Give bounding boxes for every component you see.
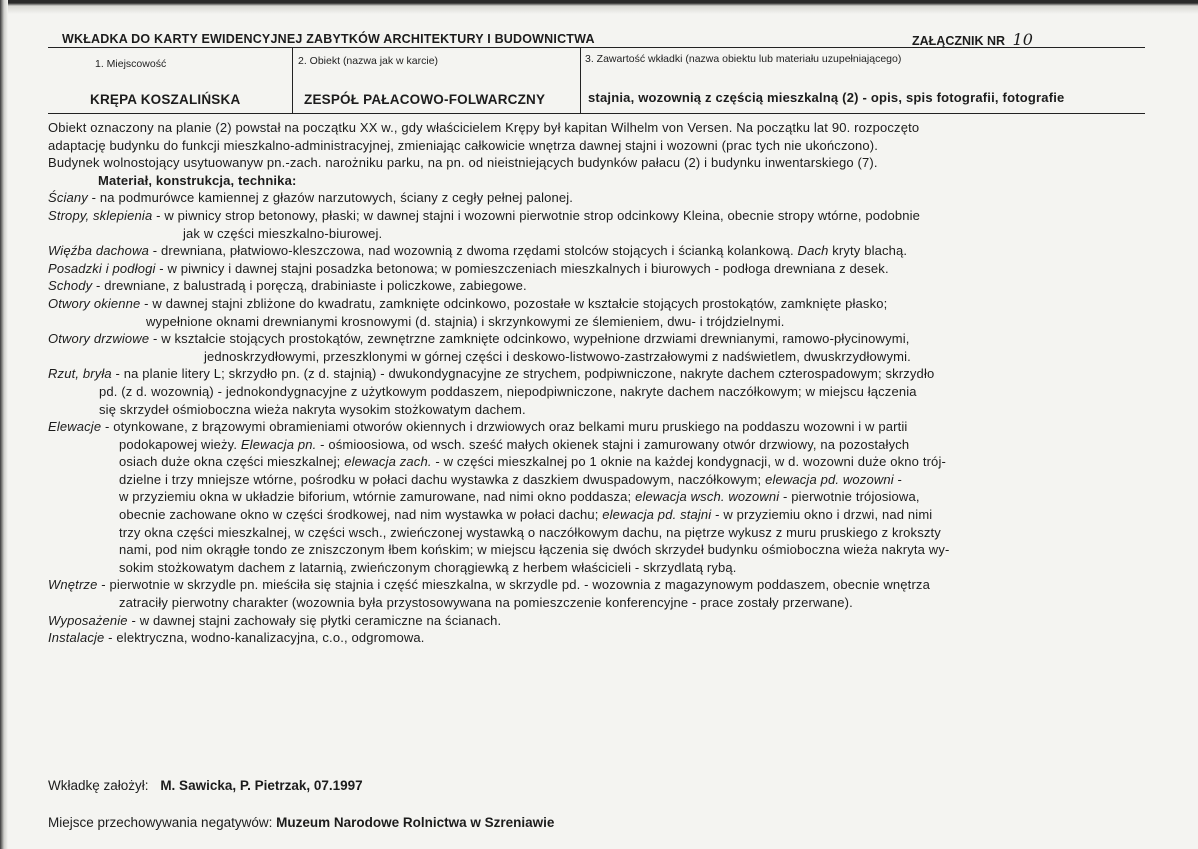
item-roof-truss: Więźba dachowa - drewniana, płatwiowo-kleszczowa, nad wozownią z dwoma rzędami stolców stojących i ścianką kolankową. Dach kryty blachą.	[48, 243, 908, 259]
object-label: 2. Obiekt (nazwa jak w karcie)	[298, 55, 439, 67]
term-windows: Otwory okienne	[48, 295, 141, 311]
document-title: WKŁADKA DO KARTY EWIDENCYJNEJ ZABYTKÓW ARCHITEKTURY I BUDOWNICTWA	[62, 32, 595, 46]
section-heading: Materiał, konstrukcja, technika:	[98, 172, 297, 188]
term-roof-truss: Więźba dachowa	[48, 243, 149, 259]
storage-line	[48, 815, 554, 830]
item-plan-cont: się skrzydeł ośmioboczna wieża nakryta wysokim stożkowatym dachem.	[99, 401, 526, 417]
locality-value: KRĘPA KOSZALIŃSKA	[90, 92, 241, 107]
item-windows: Otwory okienne - w dawnej stajni zbliżone do kwadratu, zamknięte odcinkowo, pozostałe w kształcie stojących prostokątów, zamknięte płasko;	[48, 295, 888, 311]
description-body	[48, 119, 1148, 647]
object-value: ZESPÓŁ PAŁACOWO-FOLWARCZNY	[304, 92, 546, 107]
term-walls: Ściany	[48, 190, 88, 206]
term-plan: Rzut, bryła	[48, 366, 112, 382]
item-elevations-cont: osiach duże okna części mieszkalnej; elewacja zach. - w części mieszkalnej po 1 oknie na każdej kondygnacji, w d. wozowni duże okno trój-	[119, 454, 946, 470]
author-line	[48, 778, 363, 793]
table-bottom-rule	[48, 113, 1145, 114]
storage-label: Miejsce przechowywania negatywów:	[48, 815, 273, 830]
item-installations: Instalacje - elektryczna, wodno-kanalizacyjna, c.o., odgromowa.	[48, 630, 425, 646]
item-plan-cont: pd. (z d. wozownią) - jednokondygnacyjne z użytkowym poddaszem, niepodpiwniczone, nakryte dachem naczółkowym; w miejscu łączenia	[99, 383, 917, 399]
intro-line: Obiekt oznaczony na planie (2) powstał na początku XX w., gdy właścicielem Krępy był kapitan Wilhelm von Versen. Na początku lat 90. rozpoczęto	[48, 120, 920, 135]
item-elevations-cont: sokim stożkowatym dachem z latarnią, zwieńczonym chorągiewką z herbem właścicieli - skrzydlatą rybą.	[119, 559, 737, 575]
term-floors: Posadzki i podłogi	[48, 260, 156, 276]
item-elevations-cont: trzy okna części mieszkalnej, w części wsch., zwieńczonej wystawką o naczółkowym dachu, na piętrze wykusz z muru pruskiego z krokszty	[119, 524, 941, 540]
intro-line: Budynek wolnostojący usytuowanyw pn.-zach. narożniku parku, na pn. od nieistniejących budynków pałacu (2) i budynku inwentarskiego (7).	[48, 155, 878, 171]
item-elevations-cont: obecnie zachowane okno w części środkowej, nad nim wystawka w połaci dachu; elewacja pd. stajni - w przyziemiu okno i drzwi, nad nimi	[119, 507, 933, 523]
item-furnishings: Wyposażenie - w dawnej stajni zachowały się płytki ceramiczne na ścianach.	[48, 612, 502, 628]
author-value: M. Sawicka, P. Pietrzak, 07.1997	[160, 778, 363, 793]
item-elevations-cont: podokapowej wieży. Elewacja pn. - ośmioosiowa, od wsch. sześć małych okienek stajni i zamurowany otwór drzwiowy, na pozostałych	[119, 436, 910, 452]
item-ceilings: Stropy, sklepienia - w piwnicy strop betonowy, płaski; w dawnej stajni i wozowni pierwotnie strop odcinkowy Kleina, obecnie stropy wtórne, podobnie	[48, 207, 921, 223]
term-installations: Instalacje	[48, 630, 105, 646]
term-furnishings: Wyposażenie	[48, 612, 128, 628]
item-elevations: Elewacje - otynkowane, z brązowymi obramieniami otworów okiennych i drzwiowych oraz belkami muru pruskiego na poddaszu wozowni i w partii	[48, 419, 908, 435]
item-elevations-cont: nami, pod nim okrągłe tondo ze zniszczonym łbem końskim; w miejscu łączenia się dwóch skrzydeł budynku ośmioboczna wieża nakryta wy-	[119, 542, 950, 558]
item-plan: Rzut, bryła - na planie litery L; skrzydło pn. (z d. stajnią) - dwukondygnacyjne ze strychem, podpiwniczone, nakryte dachem czterospadowym; skrzydło	[48, 366, 935, 382]
term-elevations: Elewacje	[48, 419, 102, 435]
locality-label: 1. Miejscowość	[95, 58, 167, 70]
storage-value: Muzeum Narodowe Rolnictwa w Szreniawie	[276, 815, 555, 830]
term-ceilings: Stropy, sklepienia	[48, 207, 153, 223]
table-top-rule	[48, 47, 1145, 48]
content-label: 3. Zawartość wkładki (nazwa obiektu lub materiału uzupełniającego)	[585, 53, 902, 65]
annex-number: 10	[1012, 30, 1033, 49]
content-value: stajnia, wozownią z częścią mieszkalną (2) - opis, spis fotografii, fotografie	[588, 90, 1065, 105]
column-divider-2	[580, 47, 581, 113]
item-doors: Otwory drzwiowe - w kształcie stojących prostokątów, zewnętrzne zamknięte odcinkowo, wypełnione drzwiami drewnianymi, ramowo-płycinowymi,	[48, 331, 910, 347]
author-label: Wkładkę założył:	[48, 778, 149, 793]
scan-edge-top	[0, 0, 1198, 14]
item-interior-cont: zatraciły pierwotny charakter (wozownia była przystosowywana na pomieszczenie konferencyjne - prace zostały przerwane).	[119, 595, 853, 611]
item-elevations-cont: w przyziemiu okna w układzie biforium, wtórnie zamurowane, nad nimi okno poddasza; elewacja wsch. wozowni - pierwotnie trójosiowa,	[119, 489, 920, 505]
item-windows-cont: wypełnione oknami drewnianymi krosnowymi (d. stajnia) i skrzynkowymi ze ślemieniem, dwu- i trójdzielnymi.	[146, 313, 785, 329]
intro-line: adaptację budynku do funkcji mieszkalno-administracyjnej, zmieniając całkowicie wnętrza dawnej stajni i wozowni (prac tych nie ukończono).	[48, 137, 878, 153]
column-divider-1	[292, 47, 293, 113]
term-stairs: Schody	[48, 278, 93, 294]
term-interior: Wnętrze	[48, 577, 98, 593]
item-elevations-cont: dzielne i trzy mniejsze wtórne, pośrodku w połaci dachu wystawka z daszkiem dwuspadowym, naczółkowym; elewacja pd. wozowni -	[119, 471, 903, 487]
annex-label-text: ZAŁĄCZNIK NR	[912, 34, 1006, 48]
item-doors-cont: jednoskrzydłowymi, przeszklonymi w górnej części i deskowo-listwowo-zastrzałowymi z nadświetlem, dwuskrzydłowymi.	[204, 348, 911, 364]
item-walls: Ściany - na podmurówce kamiennej z głazów narzutowych, ściany z cegły pełnej palonej.	[48, 190, 574, 206]
item-ceilings-cont: jak w części mieszkalno-biurowej.	[183, 225, 383, 241]
scan-edge-left	[0, 0, 8, 849]
term-doors: Otwory drzwiowe	[48, 331, 150, 347]
item-interior: Wnętrze - pierwotnie w skrzydle pn. mieściła się stajnia i część mieszkalna, w skrzydle pd. - wozownia z magazynowym poddaszem, obecnie wnętrza	[48, 577, 930, 593]
item-floors: Posadzki i podłogi - w piwnicy i dawnej stajni posadzka betonowa; w pomieszczeniach mieszkalnych i biurowych - podłoga drewniana z desek.	[48, 260, 889, 276]
item-stairs: Schody - drewniane, z balustradą i poręczą, drabiniaste i policzkowe, zabiegowe.	[48, 278, 527, 294]
